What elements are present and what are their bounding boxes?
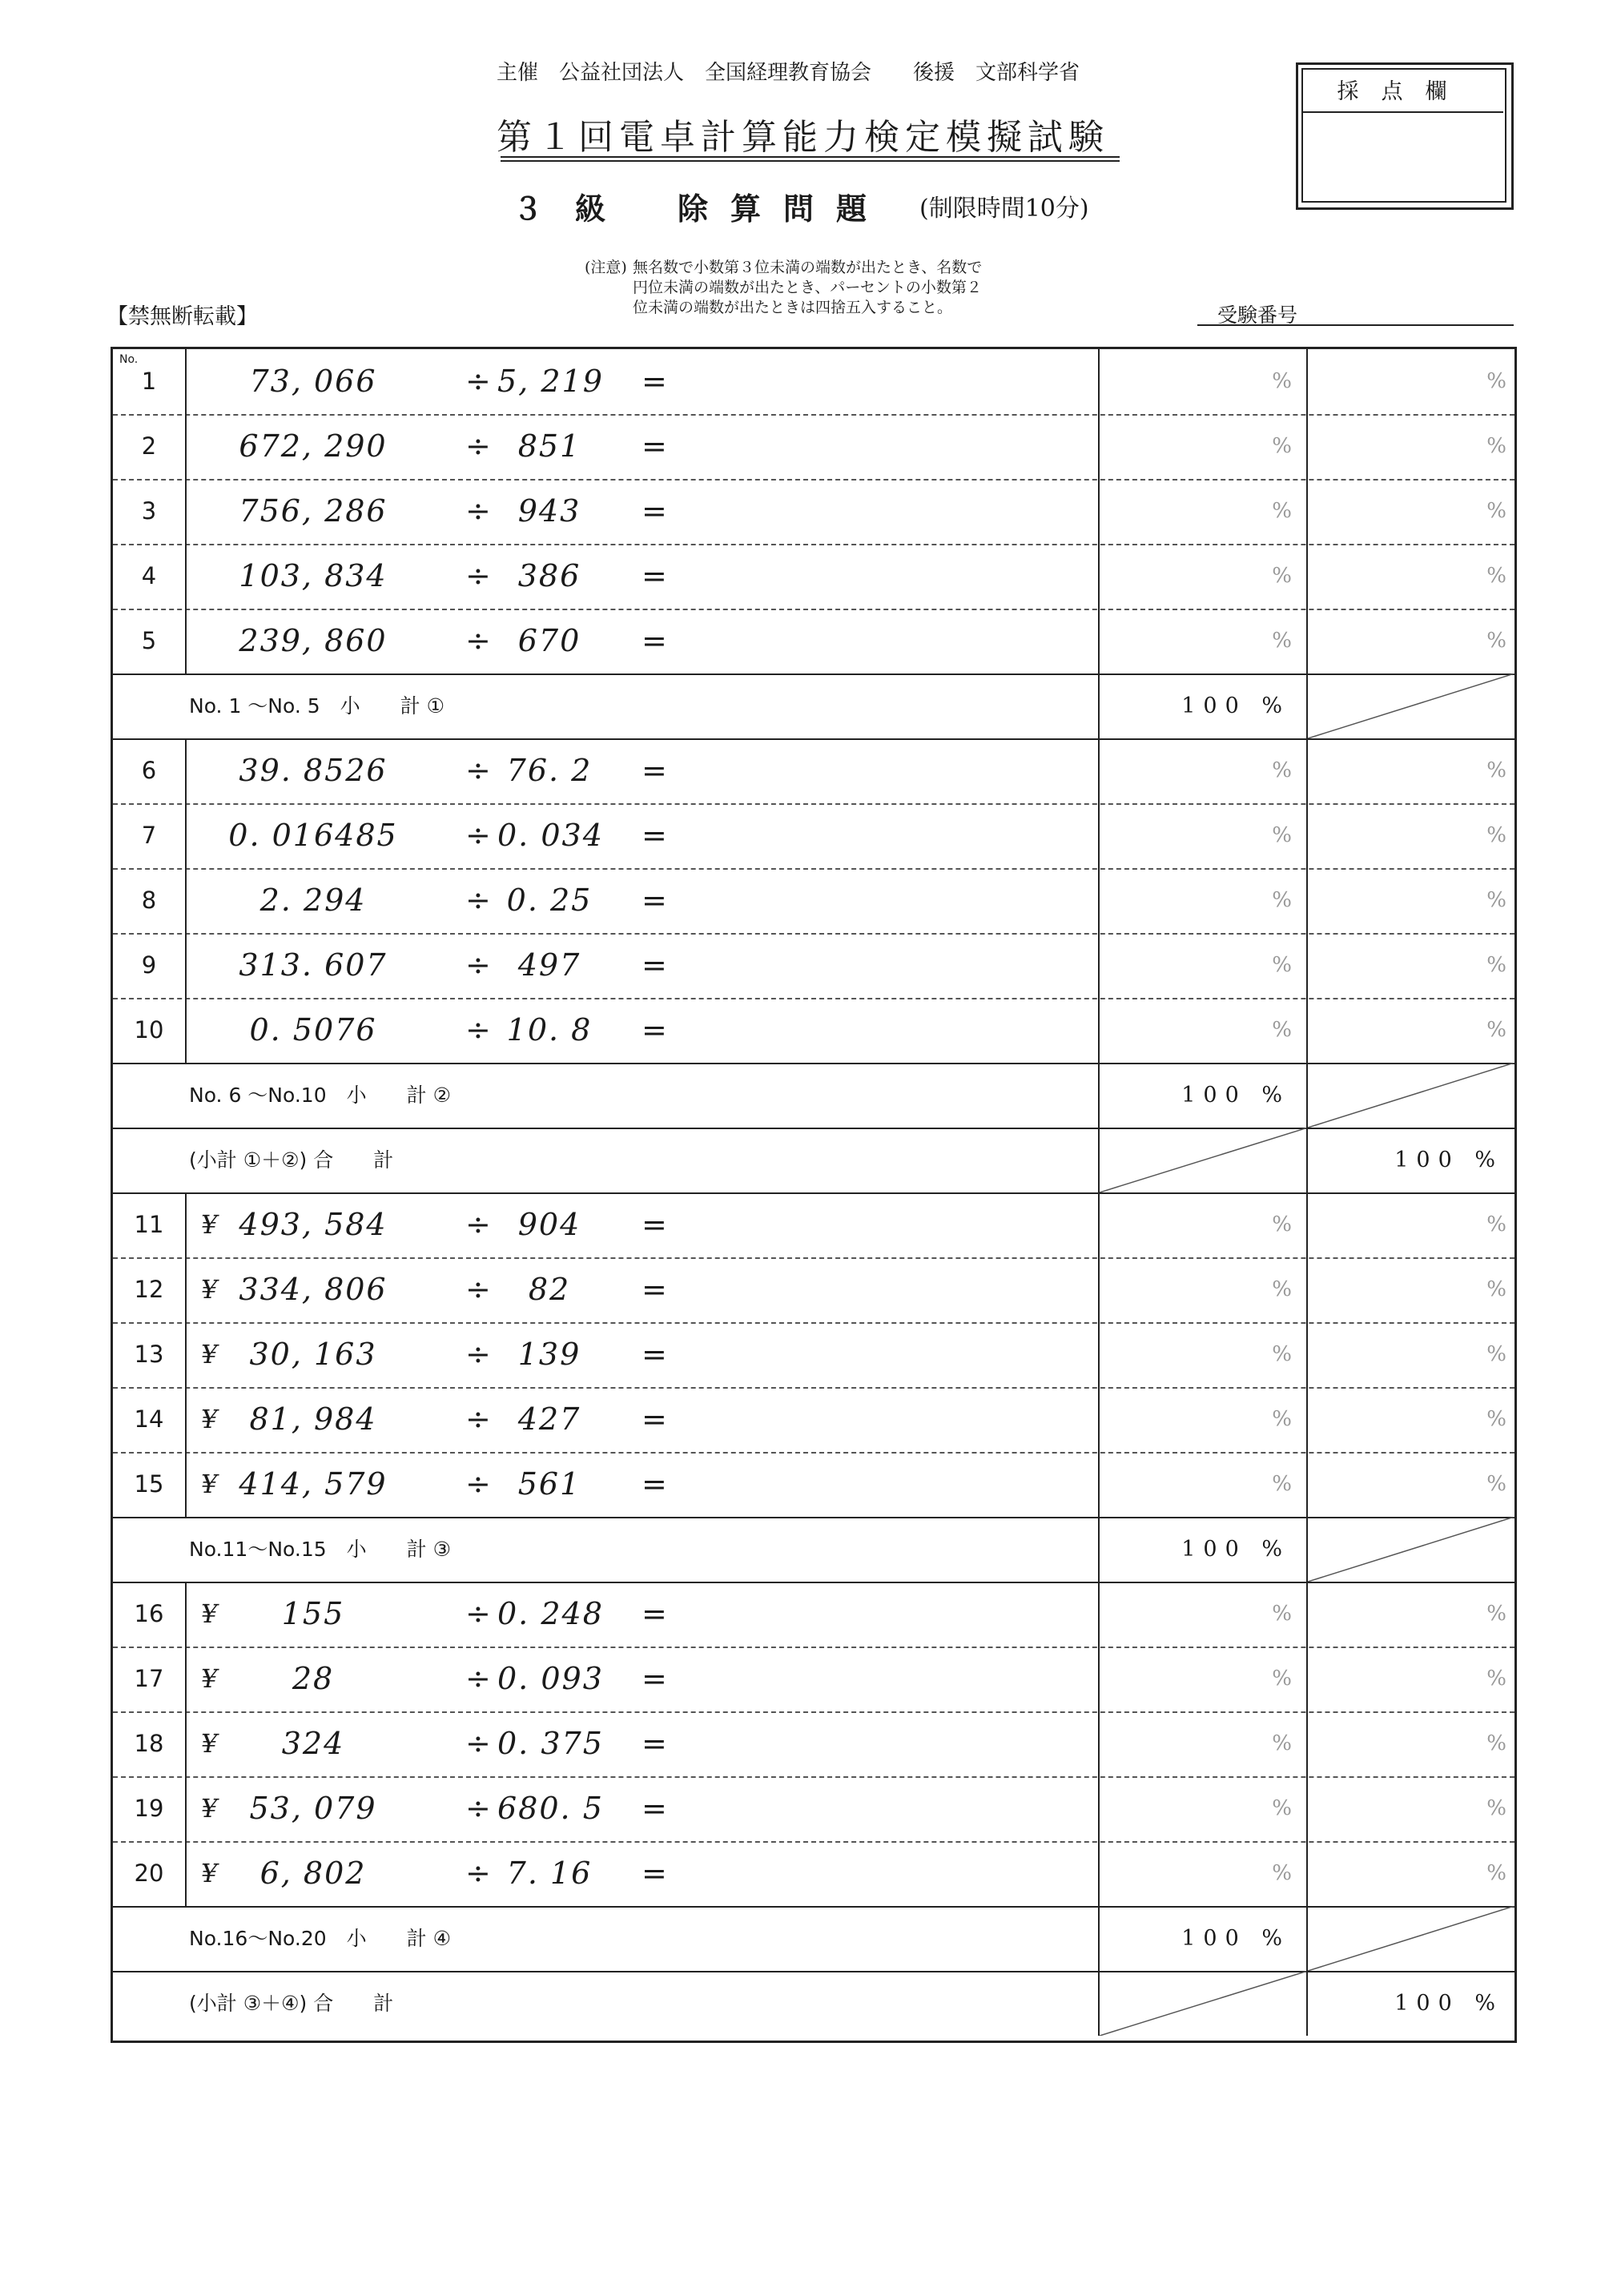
exam-kind-label: 除算問題 [678,191,890,227]
dividend: 73, 066 [249,364,377,399]
column-divider [1098,414,1100,479]
grade-label: ３級 [513,191,638,227]
equals-sign: = [642,818,667,853]
dividend: 103, 834 [239,558,388,593]
divide-sign: ÷ [465,1726,491,1761]
equals-sign: = [642,1661,667,1696]
answer-cell[interactable]: % [1272,1796,1292,1820]
crossed-out-cell [1100,1128,1308,1192]
percent-cell[interactable]: % [1486,1667,1506,1691]
percent-cell[interactable]: % [1486,1861,1506,1885]
problem-number: 16 [134,1600,164,1627]
column-divider [1098,1906,1100,1971]
subtotal-row [113,1906,1514,1971]
dividend: 756, 286 [239,493,388,529]
divide-sign: ÷ [465,753,491,788]
answer-cell[interactable]: % [1272,953,1292,977]
column-divider [1098,1711,1100,1776]
divide-sign: ÷ [465,623,491,658]
column-divider [1306,1452,1308,1517]
problem-number: 4 [141,562,157,589]
sponsor-line: 主催 公益社団法人 全国経理教育協会 後援 文部科学省 [497,61,1080,85]
yen-sign: ¥ [201,1728,218,1759]
equals-sign: = [642,883,667,918]
divide-sign: ÷ [465,1596,491,1631]
divisor: 10. 8 [506,1012,593,1047]
crossed-out-cell [1308,1063,1514,1128]
column-divider [1098,1063,1100,1128]
column-divider [1306,1647,1308,1711]
crossed-out-cell [1308,1906,1514,1971]
column-divider [185,1387,187,1452]
equals-sign: = [642,1337,667,1372]
diagonal-slash [1100,1128,1308,1192]
percent-cell[interactable]: % [1486,1407,1506,1431]
divisor: 943 [517,493,581,529]
divide-sign: ÷ [465,364,491,399]
dividend: 0. 016485 [228,818,398,853]
column-divider [185,738,187,803]
yen-sign: ¥ [201,1663,218,1694]
subtotal-label: No. 1 ～No. 5 小 計 ① [189,694,445,718]
title-underline [501,160,1120,162]
equals-sign: = [642,558,667,593]
divisor: 497 [517,947,581,983]
problem-row [113,1711,1514,1776]
answer-sheet [111,347,1517,2043]
column-divider [185,998,187,1063]
column-divider [185,1192,187,1257]
column-divider [1306,1322,1308,1387]
column-divider [1098,1128,1100,1192]
dividend: 239, 860 [239,623,388,658]
divisor: 427 [517,1401,581,1437]
column-divider [1098,1452,1100,1517]
problem-number: 14 [134,1405,164,1433]
answer-cell[interactable]: % [1272,369,1292,393]
note-line: 円位未満の端数が出たとき、パーセントの小数第２ [633,279,982,296]
column-divider [1306,998,1308,1063]
column-divider [1306,544,1308,609]
problem-row [113,414,1514,479]
column-divider [185,1647,187,1711]
dividend: 493, 584 [239,1207,388,1242]
divide-sign: ÷ [465,883,491,918]
column-divider [185,544,187,609]
problem-row [113,868,1514,933]
column-divider [1098,1387,1100,1452]
percent-cell[interactable]: % [1486,1472,1506,1496]
divisor: 904 [517,1207,581,1242]
title-underline [501,156,1120,158]
dividend: 53, 079 [249,1791,377,1826]
column-divider [1306,1776,1308,1841]
divisor: 680. 5 [497,1791,604,1826]
percent-cell[interactable]: % [1486,953,1506,977]
problem-number: 8 [141,887,157,914]
equals-sign: = [642,1207,667,1242]
column-divider [185,1322,187,1387]
equals-sign: = [642,428,667,464]
percent-cell[interactable]: % [1486,823,1506,847]
column-divider [1306,1971,1308,2036]
column-divider [1306,1582,1308,1647]
yen-sign: ¥ [201,1598,218,1629]
column-divider [1306,1063,1308,1128]
problem-number: 13 [134,1341,164,1368]
column-divider [1098,1776,1100,1841]
column-divider [185,1452,187,1517]
column-divider [1306,1906,1308,1971]
percent-cell[interactable]: % [1486,564,1506,588]
crossed-out-cell [1308,674,1514,738]
divisor: 0. 034 [497,818,604,853]
percent-cell[interactable]: % [1486,1018,1506,1042]
no-copy-notice: 【禁無断転載】 [107,304,258,329]
percent-cell[interactable]: % [1486,1731,1506,1755]
column-divider [1098,1841,1100,1906]
diagonal-slash [1308,1906,1514,1971]
column-divider [1306,1257,1308,1322]
dividend: 0. 5076 [249,1012,377,1047]
problem-number: 2 [141,432,157,460]
problem-row [113,1841,1514,1906]
equals-sign: = [642,1466,667,1502]
column-divider [185,933,187,998]
divisor: 5, 219 [497,364,604,399]
percent-cell[interactable]: % [1486,629,1506,653]
subtotal-percent: 100 % [1181,694,1290,718]
subtotal-label: No.16～No.20 小 計 ④ [189,1927,451,1950]
problem-number: 10 [134,1016,164,1043]
subtotal-row [113,674,1514,738]
answer-cell[interactable]: % [1272,1861,1292,1885]
total-label: (小計 ③＋④) 合 計 [189,1992,394,2015]
answer-cell[interactable]: % [1272,1018,1292,1042]
answer-cell[interactable]: % [1272,1212,1292,1236]
divide-sign: ÷ [465,1466,491,1502]
answer-cell[interactable]: % [1272,1277,1292,1301]
problem-row [113,544,1514,609]
notes-label: (注意) [585,259,627,276]
divisor: 386 [517,558,581,593]
column-divider [1098,933,1100,998]
column-divider [185,1582,187,1647]
problem-row [113,998,1514,1063]
column-divider [185,868,187,933]
divide-sign: ÷ [465,558,491,593]
yen-sign: ¥ [201,1469,218,1499]
percent-cell[interactable]: % [1486,1796,1506,1820]
problem-number: 15 [134,1470,164,1498]
problem-row [113,933,1514,998]
column-divider [1098,1322,1100,1387]
yen-sign: ¥ [201,1274,218,1305]
total-percent: 100 % [1394,1991,1503,2016]
divide-sign: ÷ [465,1856,491,1891]
answer-cell[interactable]: % [1272,1602,1292,1626]
answer-cell[interactable]: % [1272,1731,1292,1755]
column-divider [1306,479,1308,544]
problem-row [113,1452,1514,1517]
answer-cell[interactable]: % [1272,888,1292,912]
crossed-out-cell [1100,1971,1308,2036]
column-divider [1306,1128,1308,1192]
percent-cell[interactable]: % [1486,1277,1506,1301]
column-divider [1306,674,1308,738]
dividend: 672, 290 [239,428,388,464]
yen-sign: ¥ [201,1858,218,1888]
problem-row [113,1647,1514,1711]
subtotal-label: No. 6 ～No.10 小 計 ② [189,1084,451,1107]
divisor: 0. 25 [506,883,593,918]
equals-sign: = [642,1272,667,1307]
percent-cell[interactable]: % [1486,1602,1506,1626]
diagonal-slash [1308,674,1514,738]
divisor: 0. 248 [497,1596,604,1631]
column-divider [1306,1387,1308,1452]
divide-sign: ÷ [465,428,491,464]
problem-row [113,349,1514,414]
divide-sign: ÷ [465,818,491,853]
answer-cell[interactable]: % [1272,564,1292,588]
total-label: (小計 ①＋②) 合 計 [189,1148,394,1172]
equals-sign: = [642,753,667,788]
column-divider [1098,1257,1100,1322]
page-title: 第１回電卓計算能力検定模擬試験 [497,117,1109,158]
problem-row [113,1776,1514,1841]
column-divider [185,414,187,479]
column-divider [185,609,187,674]
column-divider [1098,998,1100,1063]
divide-sign: ÷ [465,1337,491,1372]
column-divider [1098,1582,1100,1647]
yen-sign: ¥ [201,1404,218,1434]
exam-number-label: 受験番号 [1217,304,1298,327]
dividend: 334, 806 [239,1272,388,1307]
problem-row [113,1387,1514,1452]
problem-number: 17 [134,1665,164,1692]
divisor: 670 [517,623,581,658]
problem-row [113,1322,1514,1387]
column-divider [1306,1711,1308,1776]
subtotal-row [113,1517,1514,1582]
total-row [113,1971,1514,2036]
score-box-divider [1303,111,1503,113]
divisor: 7. 16 [506,1856,593,1891]
divisor: 76. 2 [506,753,593,788]
subtotal-percent: 100 % [1181,1083,1290,1108]
percent-cell[interactable]: % [1486,1212,1506,1236]
problem-row [113,1257,1514,1322]
dividend: 28 [292,1661,335,1696]
dividend: 155 [281,1596,345,1631]
problem-row [113,479,1514,544]
subtitle [513,184,889,228]
column-divider [1098,1647,1100,1711]
problem-number: 7 [141,822,157,849]
divisor: 561 [517,1466,581,1502]
answer-cell[interactable]: % [1272,1667,1292,1691]
divide-sign: ÷ [465,493,491,529]
answer-cell[interactable]: % [1272,758,1292,782]
problem-number: 20 [134,1860,164,1887]
divide-sign: ÷ [465,1661,491,1696]
column-divider [1098,349,1100,414]
answer-cell[interactable]: % [1272,823,1292,847]
equals-sign: = [642,1012,667,1047]
column-divider [1306,803,1308,868]
column-divider [1098,1517,1100,1582]
dividend: 414, 579 [239,1466,388,1502]
dividend: 2. 294 [259,883,367,918]
column-divider [1306,933,1308,998]
percent-cell[interactable]: % [1486,434,1506,458]
divide-sign: ÷ [465,1791,491,1826]
dividend: 313. 607 [239,947,388,983]
column-divider [1098,674,1100,738]
column-divider [1306,414,1308,479]
equals-sign: = [642,1856,667,1891]
column-divider [1098,738,1100,803]
column-divider [1098,609,1100,674]
answer-cell[interactable]: % [1272,1472,1292,1496]
divide-sign: ÷ [465,1272,491,1307]
yen-sign: ¥ [201,1793,218,1824]
time-limit: (制限時間10分) [919,195,1089,223]
answer-cell[interactable]: % [1272,1342,1292,1366]
column-divider [1098,479,1100,544]
column-divider [1306,1192,1308,1257]
answer-cell[interactable]: % [1272,1407,1292,1431]
diagonal-slash [1308,1517,1514,1582]
column-divider [1306,1517,1308,1582]
crossed-out-cell [1308,1517,1514,1582]
column-divider [185,479,187,544]
problem-number: 1 [141,368,157,395]
problem-row [113,1582,1514,1647]
column-divider [1098,1971,1100,2036]
dividend: 39. 8526 [239,753,388,788]
equals-sign: = [642,1401,667,1437]
percent-cell[interactable]: % [1486,758,1506,782]
total-percent: 100 % [1394,1148,1503,1172]
equals-sign: = [642,1791,667,1826]
column-divider [185,1711,187,1776]
divide-sign: ÷ [465,1207,491,1242]
equals-sign: = [642,947,667,983]
dividend: 6, 802 [259,1856,367,1891]
problem-number: 11 [134,1211,164,1238]
column-divider [1306,738,1308,803]
divide-sign: ÷ [465,947,491,983]
problem-number: 12 [134,1276,164,1303]
equals-sign: = [642,1726,667,1761]
divisor: 851 [517,428,581,464]
problem-row [113,803,1514,868]
column-divider [185,349,187,414]
column-divider [1306,349,1308,414]
problem-number: 19 [134,1795,164,1822]
column-divider [1306,1841,1308,1906]
yen-sign: ¥ [201,1209,218,1240]
number-column-header: No. [119,353,139,366]
problem-row [113,609,1514,674]
subtotal-row [113,1063,1514,1128]
divide-sign: ÷ [465,1012,491,1047]
dividend: 30, 163 [249,1337,377,1372]
divide-sign: ÷ [465,1401,491,1437]
column-divider [1098,803,1100,868]
dividend: 81, 984 [249,1401,377,1437]
divisor: 82 [528,1272,571,1307]
column-divider [185,1841,187,1906]
equals-sign: = [642,364,667,399]
percent-cell[interactable]: % [1486,369,1506,393]
subtotal-percent: 100 % [1181,1926,1290,1951]
problem-row [113,1192,1514,1257]
percent-cell[interactable]: % [1486,499,1506,523]
notes-block [585,258,982,318]
answer-cell[interactable]: % [1272,499,1292,523]
exam-number-field[interactable] [1197,324,1514,326]
divisor: 0. 375 [497,1726,604,1761]
answer-cell[interactable]: % [1272,629,1292,653]
percent-cell[interactable]: % [1486,1342,1506,1366]
column-divider [1306,609,1308,674]
divisor: 0. 093 [497,1661,604,1696]
problem-number: 18 [134,1730,164,1757]
note-line: 無名数で小数第３位未満の端数が出たとき、名数で [633,259,983,276]
column-divider [1306,868,1308,933]
column-divider [185,1776,187,1841]
column-divider [1098,544,1100,609]
equals-sign: = [642,493,667,529]
score-box-label: 採点欄 [1337,79,1470,104]
subtotal-label: No.11～No.15 小 計 ③ [189,1538,451,1561]
total-row [113,1128,1514,1192]
problem-number: 3 [141,497,157,525]
column-divider [1098,868,1100,933]
diagonal-slash [1308,1063,1514,1128]
problem-row [113,738,1514,803]
column-divider [185,803,187,868]
percent-cell[interactable]: % [1486,888,1506,912]
subtotal-percent: 100 % [1181,1537,1290,1562]
equals-sign: = [642,1596,667,1631]
problem-number: 6 [141,757,157,784]
answer-cell[interactable]: % [1272,434,1292,458]
note-line: 位未満の端数が出たときは四捨五入すること。 [633,299,953,316]
problem-number: 9 [141,951,157,979]
column-divider [1098,1192,1100,1257]
diagonal-slash [1100,1971,1308,2036]
equals-sign: = [642,623,667,658]
problem-number: 5 [141,627,157,654]
divisor: 139 [517,1337,581,1372]
yen-sign: ¥ [201,1339,218,1369]
column-divider [185,1257,187,1322]
dividend: 324 [281,1726,345,1761]
